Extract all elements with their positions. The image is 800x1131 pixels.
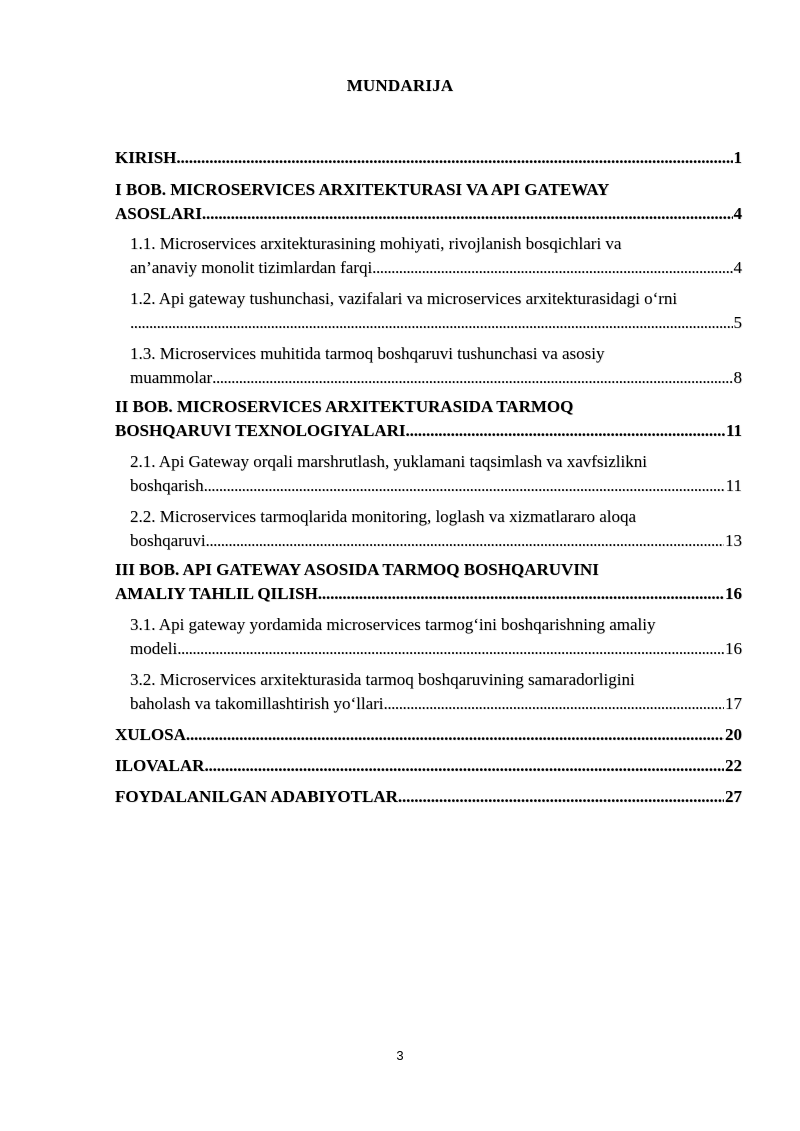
dot-leader [206,529,724,553]
dot-leader [186,723,724,747]
toc-entry-title-line: I BOB. MICROSERVICES ARXITEKTURASI VA API GATEWAY [115,180,610,199]
toc-entry-leader-line [115,582,742,606]
dot-leader [406,419,725,443]
toc-entry-leader-line [115,754,742,778]
toc-page-number: 5 [733,313,742,332]
toc-chapter-entry[interactable] [115,178,742,226]
toc-chapter-entry[interactable] [115,754,742,778]
toc-entry-leader-line [130,366,742,390]
toc-page-number: 11 [725,421,742,440]
toc-entry-leader-line [130,256,742,280]
dot-leader [318,582,724,606]
dot-leader [177,637,724,661]
toc-entry-leader-line [130,474,742,498]
dot-leader [204,474,725,498]
toc-entry-title: an’anaviy monolit tizimlardan farqi [130,258,373,277]
toc-page-number: 20 [725,725,742,744]
toc-page-number: 4 [733,204,742,223]
toc-entry-leader-line [130,311,742,335]
dot-leader [212,366,732,390]
toc-section-entry[interactable] [115,342,742,390]
toc-entry-title: ILOVALAR [115,756,205,775]
toc-section-entry[interactable] [115,287,742,335]
toc-page-number: 13 [725,531,742,550]
toc-entry-leader-line [115,419,742,443]
dot-leader [384,692,724,716]
toc-entry-leader-line [115,146,742,170]
dot-leader [398,785,724,809]
toc-page-number: 27 [725,787,742,806]
dot-leader [372,256,732,280]
toc-entry-title-line: 3.1. Api gateway yordamida microservices tarmog‘ini boshqarishning amaliy [130,615,656,634]
toc-chapter-entry[interactable] [115,785,742,809]
page-title: MUNDARIJA [346,76,454,95]
toc-entry-title-line: 1.3. Microservices muhitida tarmoq boshqaruvi tushunchasi va asosiy [130,344,605,363]
toc-entry-title-line: 2.1. Api Gateway orqali marshrutlash, yuklamani taqsimlash va xavfsizlikni [130,452,647,471]
toc-entry-title: XULOSA [115,725,186,744]
toc-page-number: 1 [733,148,742,167]
toc-entry-title: muammolar [130,368,213,387]
toc-entry-title: boshqaruvi [130,531,206,550]
toc-entry-title-line: 3.2. Microservices arxitekturasida tarmoq boshqaruvining samaradorligini [130,670,635,689]
toc-page-number: 11 [725,476,742,495]
toc-entry-leader-line [130,529,742,553]
toc-entry-leader-line [130,692,742,716]
toc-entry-title-line: 2.2. Microservices tarmoqlarida monitoring, loglash va xizmatlararo aloqa [130,507,637,526]
toc-chapter-entry[interactable] [115,723,742,747]
toc-entry-leader-line [115,723,742,747]
toc-entry-title-line: III BOB. API GATEWAY ASOSIDA TARMOQ BOSHQARUVINI [115,560,599,579]
dot-leader [176,146,732,170]
toc-page-number: 22 [725,756,742,775]
toc-entry-leader-line [130,637,742,661]
toc-entry-title-line: 1.1. Microservices arxitekturasining mohiyati, rivojlanish bosqichlari va [130,234,622,253]
toc-page-number: 16 [725,584,742,603]
dot-leader [202,202,733,226]
toc-entry-title: baholash va takomillashtirish yo‘llari [130,694,384,713]
toc-page-number: 8 [733,368,742,387]
dot-leader [130,311,733,335]
table-of-contents [115,146,742,809]
toc-entry-title-line: II BOB. MICROSERVICES ARXITEKTURASIDA TARMOQ [115,397,574,416]
toc-entry-title: BOSHQARUVI TEXNOLOGIYALARI [115,421,406,440]
toc-entry-title: modeli [130,639,178,658]
toc-page-number: 17 [725,694,742,713]
toc-entry-title: AMALIY TAHLIL QILISH [115,584,318,603]
toc-section-entry[interactable] [115,232,742,280]
toc-entry-title: KIRISH [115,148,177,167]
toc-chapter-entry[interactable] [115,146,742,170]
toc-section-entry[interactable] [115,613,742,661]
toc-entry-leader-line [115,785,742,809]
toc-section-entry[interactable] [115,668,742,716]
toc-entry-title-line: 1.2. Api gateway tushunchasi, vazifalari va microservices arxitekturasidagi o‘rni [130,289,678,308]
toc-page-number: 16 [725,639,742,658]
toc-section-entry[interactable] [115,450,742,498]
toc-chapter-entry[interactable] [115,558,742,606]
toc-entry-title: FOYDALANILGAN ADABIYOTLAR [115,787,398,806]
toc-page-number: 4 [733,258,742,277]
toc-section-entry[interactable] [115,505,742,553]
dot-leader [204,754,724,778]
page-number: 3 [396,1048,404,1063]
toc-entry-title: ASOSLARI [115,204,202,223]
toc-entry-leader-line [115,202,742,226]
toc-entry-title: boshqarish [130,476,204,495]
toc-chapter-entry[interactable] [115,395,742,443]
